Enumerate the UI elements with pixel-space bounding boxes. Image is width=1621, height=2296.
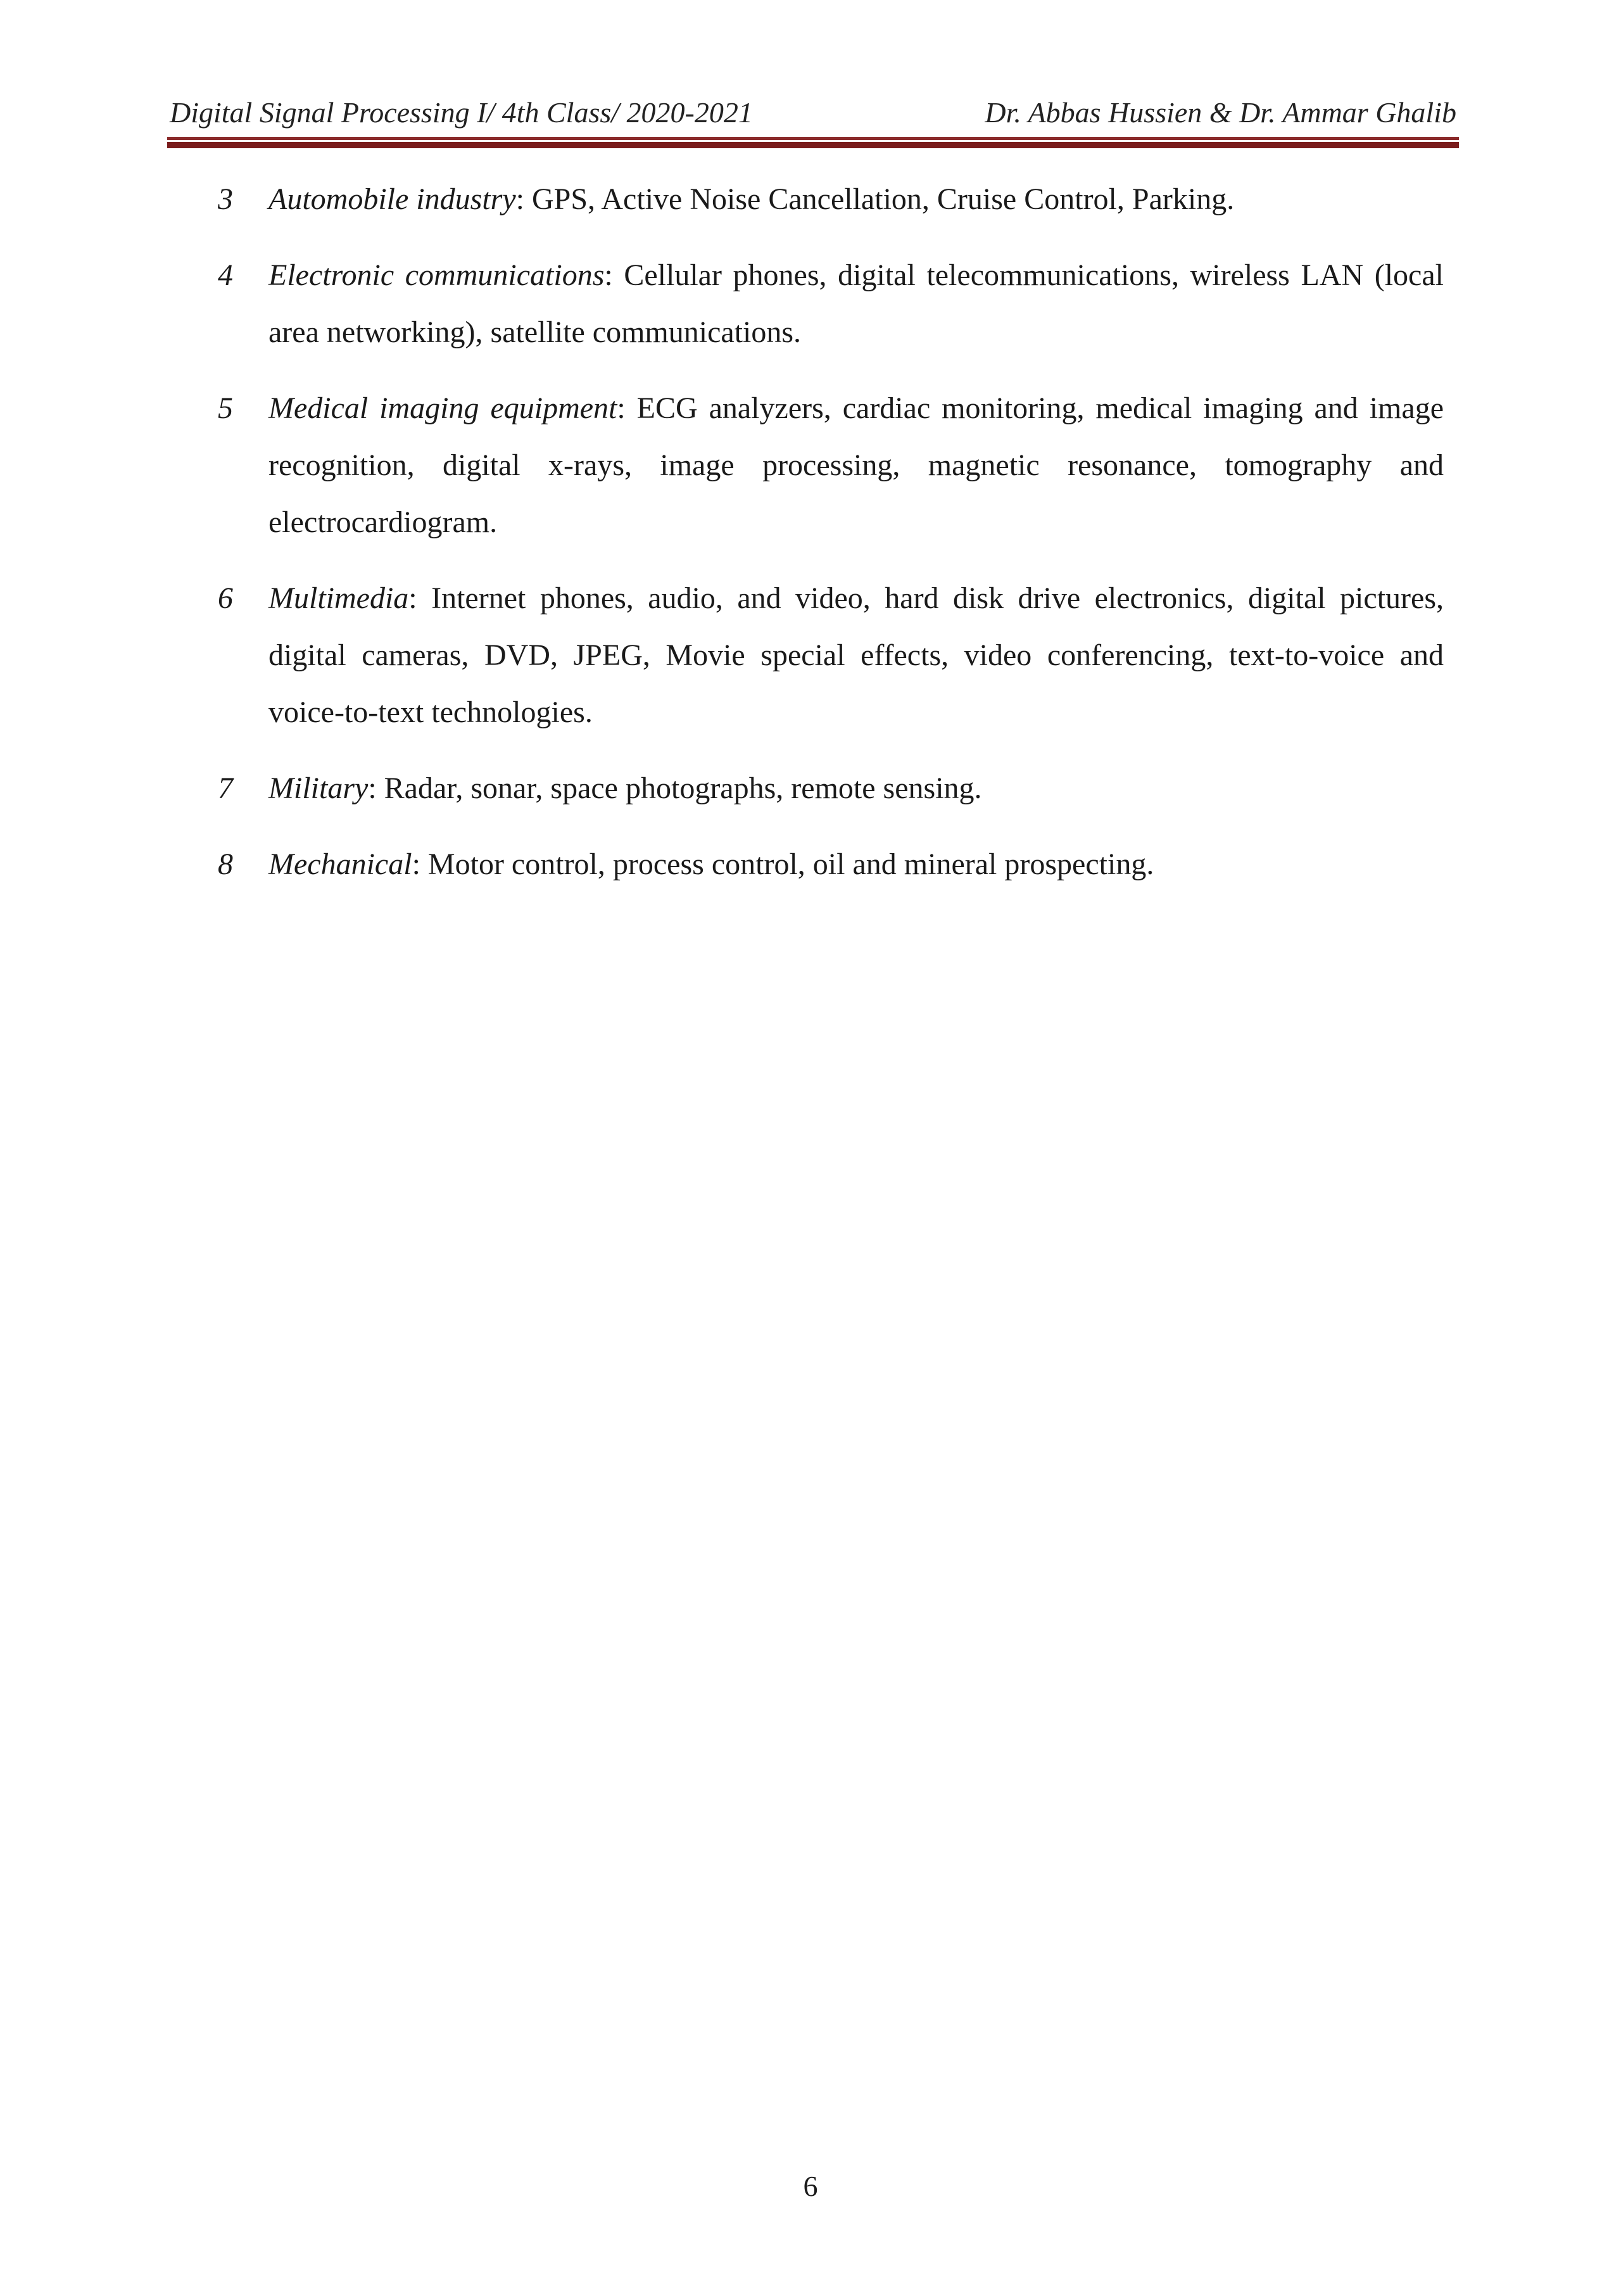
item-separator: : bbox=[515, 182, 532, 216]
list-item bbox=[209, 760, 1444, 817]
list-item bbox=[209, 380, 1444, 551]
item-separator: : bbox=[368, 771, 384, 805]
applications-list bbox=[209, 171, 1444, 912]
item-separator: : bbox=[408, 581, 432, 615]
item-text: Motor control, process control, oil and mineral prospecting. bbox=[427, 847, 1154, 881]
item-text: GPS, Active Noise Cancellation, Cruise Control, Parking. bbox=[531, 182, 1235, 216]
item-number: 8 bbox=[218, 847, 233, 881]
header-authors: Dr. Abbas Hussien & Dr. Ammar Ghalib bbox=[985, 96, 1456, 129]
item-text: Internet phones, audio, and video, hard disk drive electronics, digital pictures, digital cameras, DVD, JPEG, Movie special effects, video conferencing, text-to-voice and voice-to-text technologies. bbox=[268, 581, 1444, 729]
item-text: Radar, sonar, space photographs, remote sensing. bbox=[384, 771, 982, 805]
item-term: Mechanical bbox=[268, 847, 412, 881]
item-number: 5 bbox=[218, 391, 233, 425]
item-number: 7 bbox=[218, 771, 233, 805]
list-item bbox=[209, 836, 1444, 893]
list-item bbox=[209, 171, 1444, 228]
item-term: Military bbox=[268, 771, 369, 805]
item-number: 6 bbox=[218, 581, 233, 615]
list-item bbox=[209, 570, 1444, 741]
item-term: Electronic communications bbox=[268, 258, 605, 292]
item-separator: : bbox=[412, 847, 428, 881]
list-item bbox=[209, 247, 1444, 361]
item-separator: : bbox=[604, 258, 624, 292]
header-rule-thick bbox=[167, 142, 1459, 148]
page-number: 6 bbox=[803, 2170, 818, 2202]
header-rule-thin bbox=[167, 137, 1459, 140]
item-separator: : bbox=[617, 391, 637, 425]
item-number: 4 bbox=[218, 258, 233, 292]
item-text: Cellular phones, digital telecommunications, wireless LAN (local area networking), satellite communications. bbox=[268, 258, 1444, 349]
header-course-title: Digital Signal Processing I/ 4th Class/ 2020-2021 bbox=[170, 96, 753, 129]
item-term: Medical imaging equipment bbox=[268, 391, 617, 425]
running-header bbox=[170, 92, 1456, 133]
item-text: ECG analyzers, cardiac monitoring, medical imaging and image recognition, digital x-rays, image processing, magnetic resonance, tomography and electrocardiogram. bbox=[268, 391, 1444, 539]
item-term: Automobile industry bbox=[268, 182, 516, 216]
item-number: 3 bbox=[218, 182, 233, 216]
item-term: Multimedia bbox=[268, 581, 409, 615]
